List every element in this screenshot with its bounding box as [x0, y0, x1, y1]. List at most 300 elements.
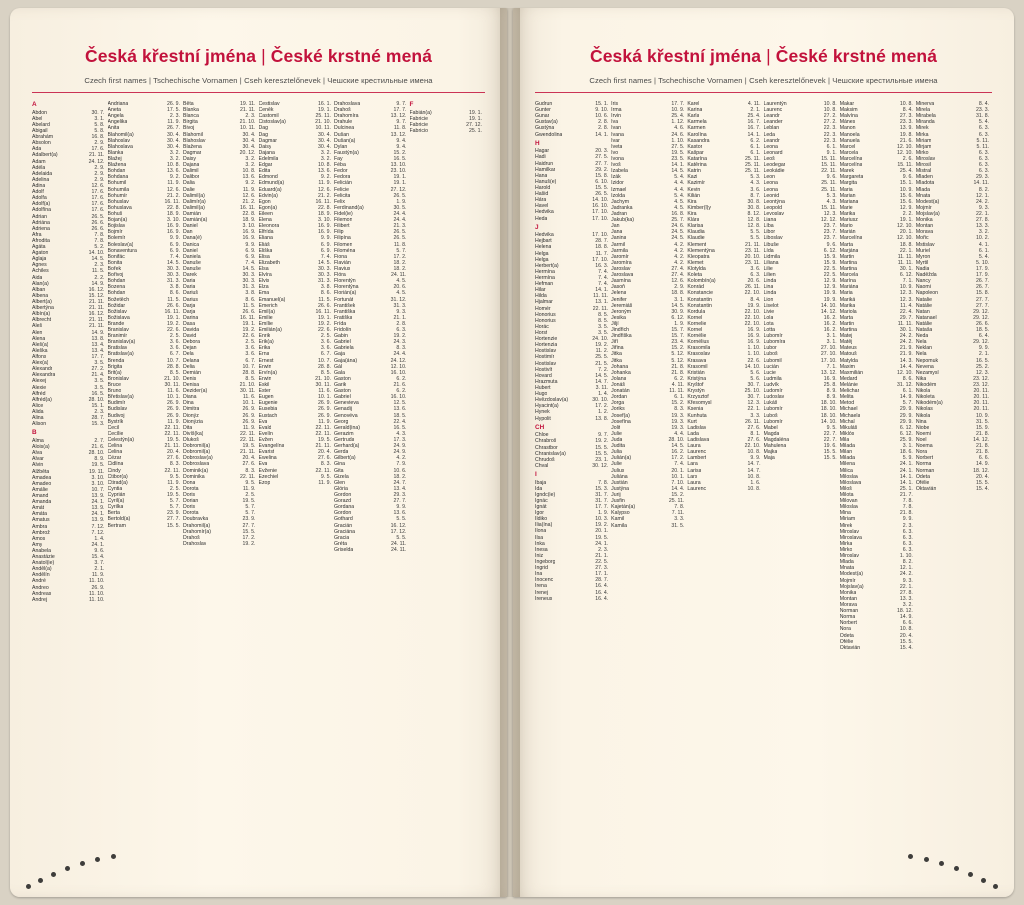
- name-label: Elisa: [258, 253, 270, 260]
- name-label: Lilie: [763, 265, 773, 272]
- name-date: 2. 5.: [245, 492, 256, 498]
- name-date: 15. 2.: [393, 149, 407, 156]
- name-date: 7. 8.: [94, 237, 105, 244]
- name-date: 22. 11.: [315, 467, 331, 474]
- name-label: Chrabroš: [535, 438, 557, 445]
- name-date: 30. 9.: [671, 308, 685, 315]
- name-label: Celestýn(a): [107, 437, 135, 444]
- name-label: Mirjam: [915, 143, 932, 150]
- name-label: Alen: [32, 329, 43, 336]
- name-date: 8. 5.: [169, 369, 180, 376]
- name-date: 3. 6.: [320, 345, 331, 352]
- name-label: Liboslav: [763, 235, 783, 242]
- name-label: Margita: [839, 180, 857, 187]
- name-date: 19. 2.: [167, 320, 180, 327]
- name-date: 13. 9.: [91, 492, 105, 499]
- name-date: 7. 12.: [91, 529, 105, 536]
- name-label: Norma: [839, 614, 856, 621]
- name-date: 28. 7.: [595, 577, 609, 584]
- name-date: 7. 4.: [598, 268, 609, 275]
- name-date: 24. 6.: [671, 223, 685, 230]
- name-label: Dag: [258, 125, 269, 132]
- name-date: 26. 9.: [318, 400, 331, 407]
- name-date: 19. 5.: [91, 462, 105, 469]
- name-date: 7. 4.: [598, 275, 609, 282]
- name-date: 10. 9.: [899, 284, 913, 291]
- name-date: 10. 7.: [167, 357, 180, 364]
- name-date: 10. 9.: [976, 412, 990, 419]
- name-label: Milota: [839, 492, 854, 498]
- name-date: 15. 8.: [595, 172, 609, 179]
- name-label: Drahoslav: [183, 540, 207, 547]
- name-date: 1. 10.: [747, 345, 761, 352]
- name-date: 15. 4.: [976, 485, 990, 492]
- name-date: 27. 7.: [976, 302, 990, 309]
- name-date: 19. 2.: [242, 540, 256, 547]
- name-date: 22. 8.: [318, 204, 331, 211]
- name-label: Magdaléna: [763, 437, 790, 444]
- name-date: 11. 9.: [318, 479, 331, 486]
- name-date: 30. 7.: [747, 382, 761, 389]
- name-date: 10. 1.: [167, 394, 180, 401]
- name-label: Daniel: [183, 223, 198, 230]
- name-date: 19. 2.: [242, 327, 256, 334]
- name-date: 27. 5.: [671, 143, 685, 150]
- name-date: 5. 7.: [902, 400, 913, 407]
- name-label: Lubomil: [763, 357, 782, 364]
- name-label: Erwin: [258, 363, 272, 370]
- name-label: Ingrid: [535, 565, 548, 572]
- name-label: Magda: [763, 430, 780, 437]
- name-date: 20. 4.: [242, 455, 256, 462]
- name-date: 15. 5.: [595, 450, 609, 457]
- name-label: Kalypso: [611, 510, 630, 517]
- name-label: Božidar: [107, 302, 126, 309]
- name-date: 16. 11.: [315, 198, 331, 205]
- name-label: Krasomil: [687, 363, 708, 370]
- name-date: 25. 10.: [744, 388, 761, 395]
- name-label: Bonaventura: [107, 247, 137, 254]
- name-entry: [334, 547, 407, 553]
- name-label: Eustach: [258, 412, 278, 419]
- name-label: Dita: [183, 424, 193, 431]
- name-label: Drahomil(a): [183, 522, 211, 529]
- name-label: Genadij: [334, 406, 352, 413]
- name-date: 14. 4.: [899, 363, 913, 370]
- name-label: Fidel(ie): [334, 210, 353, 217]
- name-date: 16. 2.: [823, 327, 837, 334]
- name-label: Gaston: [334, 375, 351, 382]
- name-date: 20. 11.: [973, 394, 990, 401]
- name-date: 4. 5.: [674, 198, 685, 205]
- name-label: Klarisa: [687, 223, 704, 230]
- name-label: Dalia: [183, 180, 195, 187]
- name-date: 8. 6.: [902, 375, 913, 382]
- name-date: 29. 9.: [899, 418, 913, 425]
- name-date: 17. 10.: [592, 209, 609, 216]
- name-label: Neklan: [915, 345, 933, 352]
- name-date: 10. 8.: [242, 168, 256, 175]
- name-label: Nikoleta: [915, 394, 935, 401]
- name-label: Emil(a): [258, 308, 275, 315]
- name-date: 12. 6.: [318, 186, 331, 193]
- name-label: Hortenzia: [535, 342, 558, 349]
- name-date: 9. 6.: [94, 547, 105, 554]
- name-label: Doris: [183, 492, 196, 498]
- name-date: 27. 7.: [167, 516, 180, 523]
- name-date: 9. 4.: [396, 143, 407, 150]
- name-label: Medard: [839, 375, 858, 382]
- name-date: 30. 3.: [242, 278, 256, 285]
- name-date: 5. 8.: [94, 121, 105, 128]
- letter-heading: B: [32, 429, 37, 437]
- name-label: Norbert: [839, 620, 857, 627]
- name-label: Dobromil(a): [183, 443, 211, 450]
- name-date: 13. 6.: [242, 174, 256, 181]
- name-date: 21. 11.: [89, 299, 105, 306]
- name-label: Bonifác: [107, 253, 125, 260]
- name-label: Lída: [763, 247, 774, 254]
- name-date: 13. 10.: [390, 162, 407, 169]
- name-date: 27. 12.: [466, 121, 482, 128]
- name-date: 5. 10.: [976, 259, 990, 266]
- name-date: 7. 11.: [671, 510, 685, 517]
- name-label: Hejbart: [535, 238, 552, 245]
- name-date: 6. 9.: [169, 247, 180, 254]
- name-label: Eugenie: [258, 400, 278, 407]
- name-date: 16. 1.: [318, 101, 331, 107]
- name-date: 23. 12.: [973, 375, 990, 382]
- name-date: 23. 1.: [595, 456, 609, 463]
- name-date: 10. 8.: [318, 162, 331, 169]
- name-date: 26. 9.: [318, 406, 331, 413]
- name-label: Branislav(a): [107, 339, 136, 346]
- name-date: 18. 12.: [973, 467, 990, 474]
- name-date: 15. 5.: [595, 444, 609, 451]
- name-date: 11. 6.: [318, 388, 331, 395]
- name-date: 19. 1.: [393, 174, 407, 181]
- name-date: 4. 2.: [674, 247, 685, 254]
- name-label: Kazi: [687, 174, 698, 181]
- name-label: Lola: [763, 314, 774, 321]
- name-date: 3. 6.: [750, 186, 761, 193]
- name-date: 30. 11.: [240, 388, 256, 395]
- name-date: 3. 2.: [169, 155, 180, 162]
- name-label: Chrastbor: [535, 444, 558, 451]
- name-date: 14. 4.: [671, 485, 685, 492]
- name-date: 5. 12.: [671, 351, 685, 358]
- name-label: Gabin: [334, 333, 348, 340]
- name-label: Častomil: [258, 113, 279, 120]
- name-label: Eva: [258, 461, 268, 468]
- name-label: Gwendolina: [535, 131, 563, 138]
- name-date: 17. 6.: [91, 195, 105, 202]
- name-date: 19. 2.: [595, 438, 609, 445]
- name-date: 28. 7.: [91, 415, 105, 422]
- name-date: 22. 4.: [899, 308, 913, 315]
- name-date: 8. 2.: [902, 559, 913, 566]
- name-label: Danuše: [183, 265, 201, 272]
- name-label: Monika: [915, 217, 933, 224]
- name-date: 14. 10.: [744, 363, 761, 370]
- name-label: Jelena: [611, 290, 627, 297]
- name-date: 24. 11.: [391, 546, 407, 553]
- name-date: 25. 2.: [976, 363, 990, 370]
- name-label: Bohdan: [107, 290, 126, 297]
- name-date: 12. 8.: [747, 217, 761, 224]
- name-date: 26. 9.: [242, 406, 256, 413]
- name-label: Jusfin: [611, 498, 625, 505]
- name-date: 19. 2.: [595, 522, 609, 529]
- name-date: 21. 9.: [899, 351, 913, 358]
- name-date: 22. 11.: [315, 430, 331, 437]
- name-label: Emílie: [258, 320, 273, 327]
- name-date: 3. 2.: [902, 601, 913, 608]
- name-label: Ctirad(a): [107, 479, 128, 486]
- name-date: 13. 6.: [318, 168, 331, 175]
- name-label: Edmond: [258, 174, 278, 181]
- name-label: Larisa: [687, 467, 702, 474]
- name-label: Harold: [535, 184, 551, 191]
- name-date: 18. 10.: [820, 412, 837, 419]
- name-label: Flavián: [334, 259, 351, 266]
- name-column: [259, 101, 335, 603]
- name-date: 22. 11.: [821, 168, 837, 175]
- name-date: 19. 9.: [823, 296, 837, 303]
- name-date: 12. 10.: [896, 143, 913, 150]
- name-date: 16. 11.: [164, 198, 180, 205]
- name-label: Gilbert(a): [334, 455, 356, 462]
- name-label: Bratislav(a): [107, 351, 134, 358]
- name-label: Dagmar: [258, 137, 277, 144]
- name-date: 19. 1.: [318, 107, 331, 114]
- name-label: Angela: [107, 113, 124, 120]
- name-date: 18. 5.: [976, 327, 990, 334]
- name-label: Afra: [32, 231, 42, 238]
- name-label: Leona: [763, 143, 778, 150]
- name-label: Kira: [687, 210, 697, 217]
- name-label: Jeroným: [611, 308, 632, 315]
- name-label: Mirko: [915, 149, 929, 156]
- name-date: 3. 1.: [902, 443, 913, 450]
- name-date: 6. 3.: [978, 131, 990, 138]
- name-label: Dalimil(a): [183, 192, 205, 199]
- name-date: 16. 9.: [242, 235, 256, 242]
- name-date: 5. 3.: [826, 192, 837, 199]
- name-label: Fortunát: [334, 296, 354, 303]
- name-date: 18. 5.: [393, 412, 407, 419]
- name-date: 7. 8.: [598, 479, 609, 486]
- name-label: Ester: [258, 388, 271, 395]
- name-label: Blahoslav: [107, 137, 130, 144]
- name-label: Bohdana: [107, 174, 129, 181]
- name-date: 4. 3.: [396, 430, 407, 437]
- name-date: 19. 1.: [899, 217, 913, 224]
- name-date: 22. 11.: [315, 424, 331, 431]
- name-date: 14. 9.: [976, 461, 990, 468]
- name-date: 8. 5.: [598, 311, 609, 318]
- name-label: Marie: [839, 204, 853, 211]
- name-date: 12. 1.: [976, 192, 990, 199]
- name-label: Kryštof: [687, 382, 704, 389]
- name-label: Natalie: [915, 296, 933, 303]
- name-label: Modest(a): [839, 571, 864, 578]
- name-date: 2. 1.: [978, 351, 990, 358]
- name-label: Denisa: [183, 382, 200, 389]
- name-label: Blahomil: [183, 131, 203, 138]
- left-page: [10, 8, 507, 897]
- name-date: 30. 10.: [592, 397, 609, 404]
- name-date: 17. 7.: [91, 354, 105, 361]
- name-date: 15. 3.: [595, 485, 609, 492]
- name-date: 14. 5.: [167, 259, 180, 266]
- name-label: Marcelína: [839, 155, 863, 162]
- name-label: Danuše: [183, 259, 201, 266]
- name-label: Ctibor(a): [107, 473, 128, 480]
- name-date: 27. 6.: [318, 455, 331, 462]
- name-date: 14. 5.: [595, 372, 609, 379]
- name-label: Kornel: [687, 327, 703, 334]
- name-label: Marta: [839, 314, 853, 321]
- name-date: 19. 5.: [167, 437, 180, 444]
- name-date: 2. 6.: [902, 155, 913, 162]
- name-date: 22. 5.: [595, 559, 609, 565]
- name-date: 8. 4.: [978, 101, 990, 107]
- name-label: Alžběta: [32, 468, 50, 475]
- name-label: Eileen: [258, 210, 273, 217]
- name-label: Edgar: [258, 162, 273, 169]
- name-label: Eusebia: [258, 406, 278, 413]
- name-label: Klemet: [687, 259, 704, 266]
- name-label: Břetislav(a): [107, 394, 134, 401]
- name-label: Alexandra: [32, 372, 56, 379]
- name-date: 5. 6.: [750, 369, 761, 376]
- name-label: Hubert: [535, 384, 551, 391]
- name-label: Daria: [183, 284, 196, 291]
- name-label: Amadea: [32, 474, 52, 481]
- name-label: Čistoslav(a): [258, 119, 286, 126]
- name-date: 21. 10.: [315, 119, 331, 126]
- name-column: [32, 101, 108, 603]
- name-date: 11. 8.: [393, 241, 407, 248]
- name-date: 12. 9.: [823, 284, 837, 291]
- name-label: Čestislav: [258, 101, 280, 107]
- name-date: 3. 6.: [245, 345, 256, 352]
- name-date: 25. 4.: [747, 113, 761, 120]
- name-date: 17. 2.: [671, 455, 685, 462]
- binding-dots-right: [880, 835, 1000, 891]
- name-date: 21. 1.: [595, 552, 609, 559]
- name-date: 2. 9.: [94, 170, 105, 177]
- name-label: Jarmil: [611, 241, 626, 248]
- name-date: 16. 9.: [318, 229, 331, 236]
- name-label: Miroslava: [839, 534, 862, 541]
- name-label: Mojslav(a): [915, 210, 940, 217]
- name-date: 3. 6.: [169, 345, 180, 352]
- name-date: 17. 10.: [592, 215, 609, 222]
- name-date: 3. 6.: [750, 265, 761, 272]
- name-label: Eleonora: [258, 223, 280, 230]
- name-date: 14. 1.: [747, 131, 761, 138]
- name-label: Dalimil: [183, 168, 199, 175]
- name-label: Liana: [763, 217, 777, 224]
- name-date: 16. 4.: [595, 589, 609, 596]
- name-label: Kajetán(a): [611, 504, 636, 511]
- name-label: Koleta: [687, 272, 703, 279]
- name-date: 22. 8.: [242, 210, 256, 217]
- name-label: Dobroslav(a): [183, 455, 213, 462]
- name-date: 22. 10.: [744, 443, 761, 450]
- name-date: 27. 10.: [820, 345, 837, 352]
- name-label: Leodegar: [763, 162, 786, 169]
- name-date: 26. 11.: [745, 418, 761, 425]
- name-date: 29. 3.: [393, 492, 407, 498]
- name-label: Florentýna: [334, 284, 359, 291]
- name-label: Dorian: [183, 498, 199, 505]
- name-label: Mladen: [915, 174, 933, 181]
- name-date: 7. 10.: [671, 479, 685, 486]
- name-date: 9. 3.: [978, 204, 990, 211]
- name-label: Alva: [32, 450, 43, 457]
- name-date: 7. 1.: [826, 363, 837, 370]
- name-label: Anita: [107, 125, 120, 132]
- name-label: Gaja: [334, 351, 345, 358]
- name-date: 26. 7.: [976, 284, 990, 291]
- name-date: 8. 6.: [169, 290, 180, 297]
- name-label: Andrej: [32, 596, 47, 603]
- name-label: Milan: [839, 449, 853, 456]
- name-date: 20. 4.: [899, 632, 913, 639]
- name-label: Dalimil(a): [183, 204, 205, 211]
- name-date: 21. 3.: [393, 223, 407, 230]
- name-date: 14. 9.: [899, 394, 913, 401]
- name-label: Bolemír: [107, 235, 126, 242]
- name-date: 8. 1.: [750, 430, 761, 437]
- name-date: 5. 5.: [750, 229, 761, 236]
- name-label: Ofélie: [839, 638, 854, 645]
- name-date: 20. 4.: [976, 473, 990, 480]
- name-label: Mnata: [915, 192, 931, 199]
- name-label: Lambert: [687, 455, 707, 462]
- name-date: 21. 10.: [164, 375, 180, 382]
- name-date: 4. 11.: [747, 101, 761, 107]
- name-date: 5. 12.: [671, 357, 685, 364]
- name-date: 16. 9.: [823, 375, 837, 382]
- name-date: 17. 6.: [91, 201, 105, 208]
- name-date: 4. 2.: [396, 455, 407, 462]
- name-label: Felicita: [334, 192, 351, 199]
- name-label: Jakub(ka): [611, 217, 634, 224]
- name-date: 11. 9.: [318, 418, 331, 425]
- name-label: Davida: [183, 327, 200, 334]
- name-date: 22. 11.: [164, 430, 180, 437]
- name-date: 8. 7.: [750, 192, 761, 199]
- name-label: Gustav(a): [535, 119, 558, 126]
- name-date: 22. 10.: [744, 290, 761, 297]
- name-label: Cyril(a): [107, 498, 125, 505]
- name-date: 5. 7.: [396, 247, 407, 254]
- name-label: Aglaja: [32, 256, 47, 263]
- name-label: Gracia: [334, 534, 350, 541]
- name-date: 12. 12.: [820, 217, 837, 224]
- name-label: Divíš(ka): [183, 430, 204, 437]
- name-date: 30. 5.: [393, 204, 407, 211]
- name-date: 27. 4.: [671, 272, 685, 279]
- name-date: 10. 1.: [242, 400, 256, 407]
- name-label: Fabián(a): [409, 109, 432, 116]
- name-date: 29. 3.: [976, 174, 990, 181]
- name-date: 9. 7.: [598, 432, 609, 439]
